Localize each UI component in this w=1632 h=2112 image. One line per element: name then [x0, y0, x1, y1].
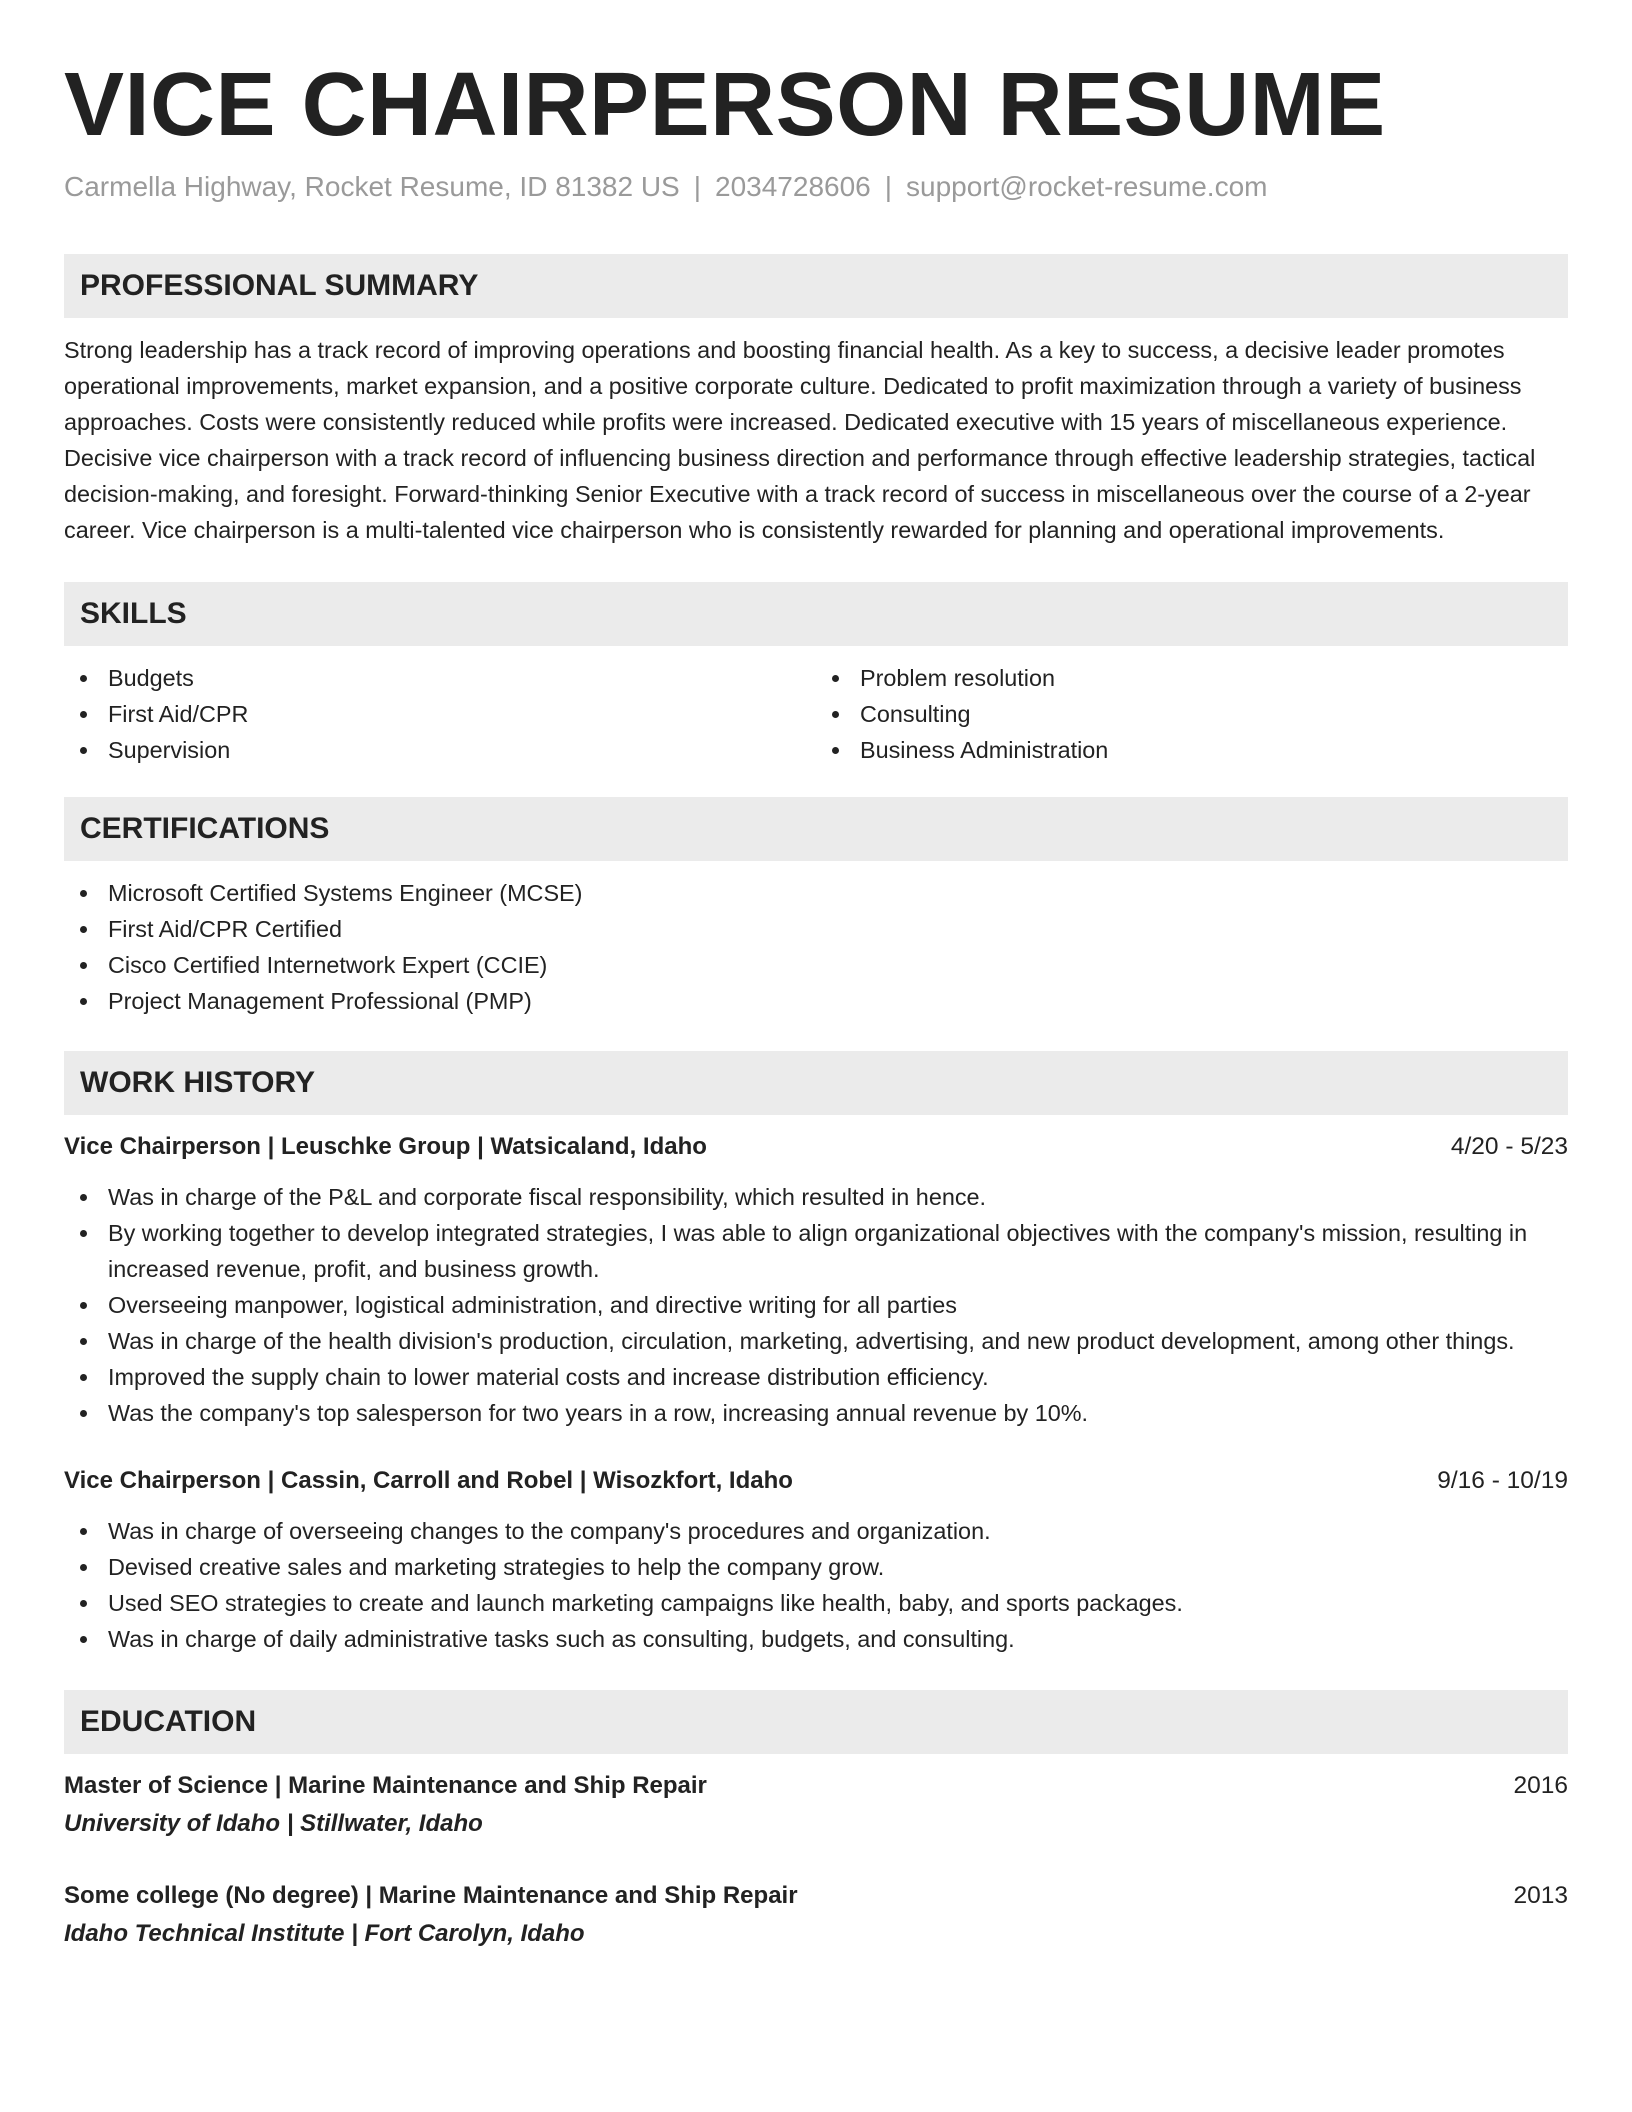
education-header	[64, 1768, 1568, 1804]
skills-heading: SKILLS	[64, 582, 1568, 646]
job-bullet: Was in charge of the health division's production, circulation, marketing, advertising, and new product development, among other things.	[64, 1323, 1568, 1359]
job-bullet: Overseeing manpower, logistical administration, and directive writing for all parties	[64, 1287, 1568, 1323]
education-header	[64, 1878, 1568, 1914]
skill-item: Budgets	[64, 660, 816, 696]
education-year: 2016	[1513, 1771, 1568, 1799]
skill-item: First Aid/CPR	[64, 696, 816, 732]
education-entry	[64, 1768, 1568, 1842]
certification-item: Microsoft Certified Systems Engineer (MCSE)	[64, 875, 1568, 911]
education-year: 2013	[1513, 1881, 1568, 1909]
contact-address: Carmella Highway, Rocket Resume, ID 81382 US	[64, 171, 680, 202]
job-header	[64, 1463, 1568, 1499]
skills-list-right	[816, 660, 1568, 768]
summary-heading: PROFESSIONAL SUMMARY	[64, 254, 1568, 318]
job-title: Vice Chairperson | Cassin, Carroll and Robel | Wisozkfort, Idaho	[64, 1466, 793, 1494]
education-entry	[64, 1878, 1568, 1952]
contact-line	[64, 170, 1568, 204]
certification-item: First Aid/CPR Certified	[64, 911, 1568, 947]
skill-item: Business Administration	[816, 732, 1568, 768]
contact-email: support@rocket-resume.com	[906, 171, 1268, 202]
summary-text: Strong leadership has a track record of improving operations and boosting financial health. As a key to success, a decisive leader promotes operational improvements, market expansion, and a positive corporate culture. Dedicated to profit maximization through a variety of business approaches. Costs were consistently reduced while profits were increased. Dedicated executive with 15 years of miscellaneous experience. Decisive vice chairperson with a track record of influencing business direction and performance through effective leadership strategies, tactical decision-making, and foresight. Forward-thinking Senior Executive with a track record of success in miscellaneous over the course of a 2-year career. Vice chairperson is a multi-talented vice chairperson who is consistently rewarded for planning and operational improvements.	[64, 336, 1536, 543]
job-bullet: Was in charge of daily administrative tasks such as consulting, budgets, and consulting.	[64, 1621, 1568, 1657]
contact-separator: |	[884, 171, 893, 202]
job-title: Vice Chairperson | Leuschke Group | Watsicaland, Idaho	[64, 1132, 707, 1160]
education-school: Idaho Technical Institute | Fort Carolyn, Idaho	[64, 1919, 585, 1947]
job-bullet: Was the company's top salesperson for two years in a row, increasing annual revenue by 10%.	[64, 1395, 1568, 1431]
job-bullet: Devised creative sales and marketing strategies to help the company grow.	[64, 1549, 1568, 1585]
certification-item: Project Management Professional (PMP)	[64, 983, 1568, 1019]
education-degree: Some college (No degree) | Marine Maintenance and Ship Repair	[64, 1881, 798, 1909]
job-entry	[64, 1463, 1568, 1657]
job-entry	[64, 1129, 1568, 1431]
contact-separator: |	[693, 171, 702, 202]
certifications-list	[64, 875, 1568, 1019]
contact-phone: 2034728606	[715, 171, 871, 202]
job-dates: 9/16 - 10/19	[1437, 1466, 1568, 1494]
skill-item: Problem resolution	[816, 660, 1568, 696]
skill-item: Supervision	[64, 732, 816, 768]
job-bullets	[64, 1513, 1568, 1657]
job-bullet: Used SEO strategies to create and launch marketing campaigns like health, baby, and sports packages.	[64, 1585, 1568, 1621]
skills-list-left	[64, 660, 816, 768]
job-bullet: Was in charge of the P&L and corporate fiscal responsibility, which resulted in hence.	[64, 1179, 1568, 1215]
education-heading: EDUCATION	[64, 1690, 1568, 1754]
work-history-heading: WORK HISTORY	[64, 1051, 1568, 1115]
certification-item: Cisco Certified Internetwork Expert (CCIE)	[64, 947, 1568, 983]
resume-title: VICE CHAIRPERSON RESUME	[64, 55, 1386, 155]
skill-item: Consulting	[816, 696, 1568, 732]
job-bullets	[64, 1179, 1568, 1431]
skills-grid	[64, 646, 1568, 768]
education-school: University of Idaho | Stillwater, Idaho	[64, 1809, 483, 1837]
job-bullet: Was in charge of overseeing changes to the company's procedures and organization.	[64, 1513, 1568, 1549]
job-header	[64, 1129, 1568, 1165]
education-degree: Master of Science | Marine Maintenance and Ship Repair	[64, 1771, 707, 1799]
certifications-heading: CERTIFICATIONS	[64, 797, 1568, 861]
job-bullet: Improved the supply chain to lower material costs and increase distribution efficiency.	[64, 1359, 1568, 1395]
job-dates: 4/20 - 5/23	[1450, 1132, 1568, 1160]
job-bullet: By working together to develop integrated strategies, I was able to align organizational objectives with the company's mission, resulting in increased revenue, profit, and business growth.	[64, 1215, 1568, 1287]
